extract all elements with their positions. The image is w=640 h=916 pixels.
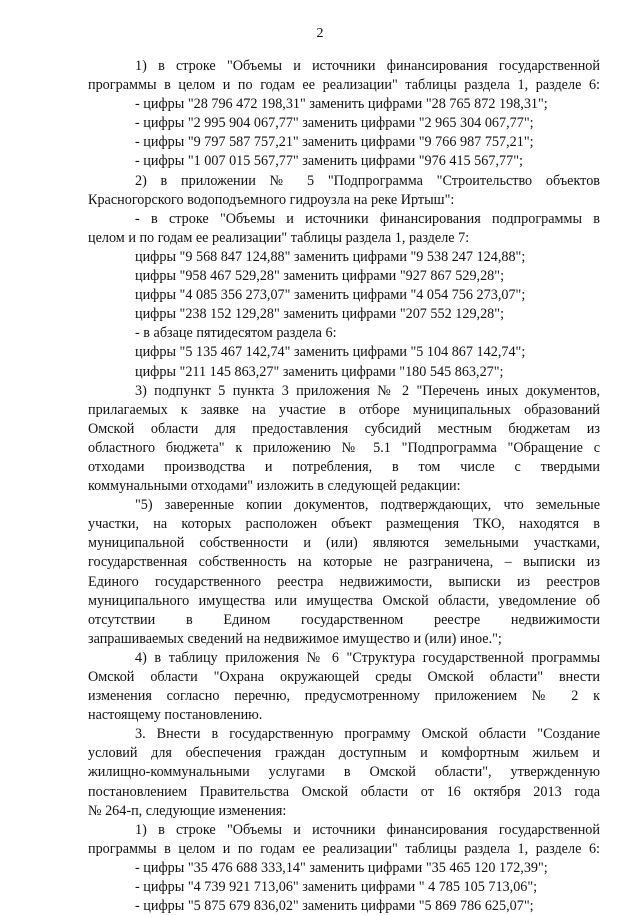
text-line: участки, на которых расположен объект размещения ТКО, находятся в: [88, 516, 600, 533]
text-line: отходами производства и потребления, в том числе с твердыми: [88, 458, 600, 475]
text-line: государственная собственность на которые не разграничена, – выписки из: [88, 554, 600, 571]
page-number: 2: [316, 26, 324, 41]
text-line: 2) в приложении № 5 "Подпрограмма "Строительство объектов: [135, 172, 600, 189]
text-line: программы в целом и по годам ее реализации" таблицы раздела 1, разделе 6:: [88, 77, 600, 94]
text-line: постановлением Правительства Омской области от 16 октября 2013 года: [88, 783, 600, 800]
text-line: - в строке "Объемы и источники финансирования подпрограммы в: [135, 210, 600, 227]
text-line: - цифры "28 796 472 198,31" заменить цифрами "28 765 872 198,31";: [135, 96, 548, 113]
text-line: - цифры "5 875 679 836,02" заменить цифрами "5 869 786 625,07";: [135, 898, 534, 915]
text-line: - в абзаце пятидесятом раздела 6:: [135, 325, 337, 342]
text-line: цифры "9 568 847 124,88" заменить цифрами "9 538 247 124,88";: [135, 248, 526, 265]
text-line: настоящему постановлению.: [88, 707, 263, 724]
text-line: коммунальными отходами" изложить в следующей редакции:: [88, 478, 461, 495]
text-line: - цифры "9 797 587 757,21" заменить цифрами "9 766 987 757,21";: [135, 134, 534, 151]
text-line: цифры "5 135 467 142,74" заменить цифрами "5 104 867 142,74";: [135, 344, 526, 361]
text-line: "5) заверенные копии документов, подтверждающих, что земельные: [135, 497, 600, 514]
text-line: муниципального имущества или имущества Омской области, уведомление об: [88, 592, 600, 609]
text-line: № 264-п, следующие изменения:: [88, 802, 287, 819]
text-line: - цифры "1 007 015 567,77" заменить цифрами "976 415 567,77";: [135, 153, 523, 170]
text-line: 1) в строке "Объемы и источники финансирования государственной: [135, 821, 600, 838]
text-line: областного бюджета" к приложению № 5.1 "Подпрограмма "Обращение с: [88, 439, 600, 456]
text-line: программы в целом и по годам ее реализации" таблицы раздела 1, разделе 6:: [88, 840, 600, 857]
text-line: 3. Внести в государственную программу Омской области "Создание: [135, 726, 600, 743]
text-line: цифры "4 085 356 273,07" заменить цифрами "4 054 756 273,07";: [135, 287, 526, 304]
text-line: 1) в строке "Объемы и источники финансирования государственной: [135, 58, 600, 74]
text-line: запрашиваемых сведений на недвижимое имущество и (или) иное.";: [88, 630, 502, 647]
text-line: цифры "211 145 863,27" заменить цифрами "180 545 863,27";: [135, 363, 504, 380]
text-line: 3) подпункт 5 пункта 3 приложения № 2 "Перечень иных документов,: [135, 382, 600, 399]
text-line: жилищно-коммунальными услугами в Омской области", утвержденную: [88, 764, 600, 781]
document-body: [88, 57, 600, 916]
text-line: изменения согласно перечню, предусмотренному приложением № 2 к: [88, 688, 600, 705]
text-line: - цифры "4 739 921 713,06" заменить цифрами " 4 785 105 713,06";: [135, 879, 538, 896]
text-line: - цифры "2 995 904 067,77" заменить цифрами "2 965 304 067,77";: [135, 115, 534, 132]
text-line: Омской области для предоставления субсидий местным бюджетам из: [88, 420, 600, 437]
text-line: отсутствии в Едином государственном реестре недвижимости: [88, 611, 600, 628]
text-line: прилагаемых к заявке на участие в отборе муниципальных образований: [88, 401, 600, 418]
text-line: Красногорского водоподъемного гидроузла на реке Иртыш":: [88, 191, 455, 208]
text-line: Единого государственного реестра недвижимости, выписки из реестров: [88, 573, 600, 590]
text-line: - цифры "35 476 688 333,14" заменить цифрами "35 465 120 172,39";: [135, 859, 548, 876]
text-line: условий для обеспечения граждан доступным и комфортным жильем и: [88, 745, 600, 762]
text-line: муниципальной собственности и (или) являются земельными участками,: [88, 535, 600, 552]
text-line: цифры "238 152 129,28" заменить цифрами "207 552 129,28";: [135, 306, 505, 323]
text-line: цифры "958 467 529,28" заменить цифрами "927 867 529,28";: [135, 268, 505, 285]
text-line: целом и по годам ее реализации" таблицы раздела 1, разделе 7:: [88, 229, 470, 246]
text-line: Омской области "Охрана окружающей среды Омской области" внести: [88, 669, 600, 685]
text-line: 4) в таблицу приложения № 6 "Структура государственной программы: [135, 649, 600, 666]
